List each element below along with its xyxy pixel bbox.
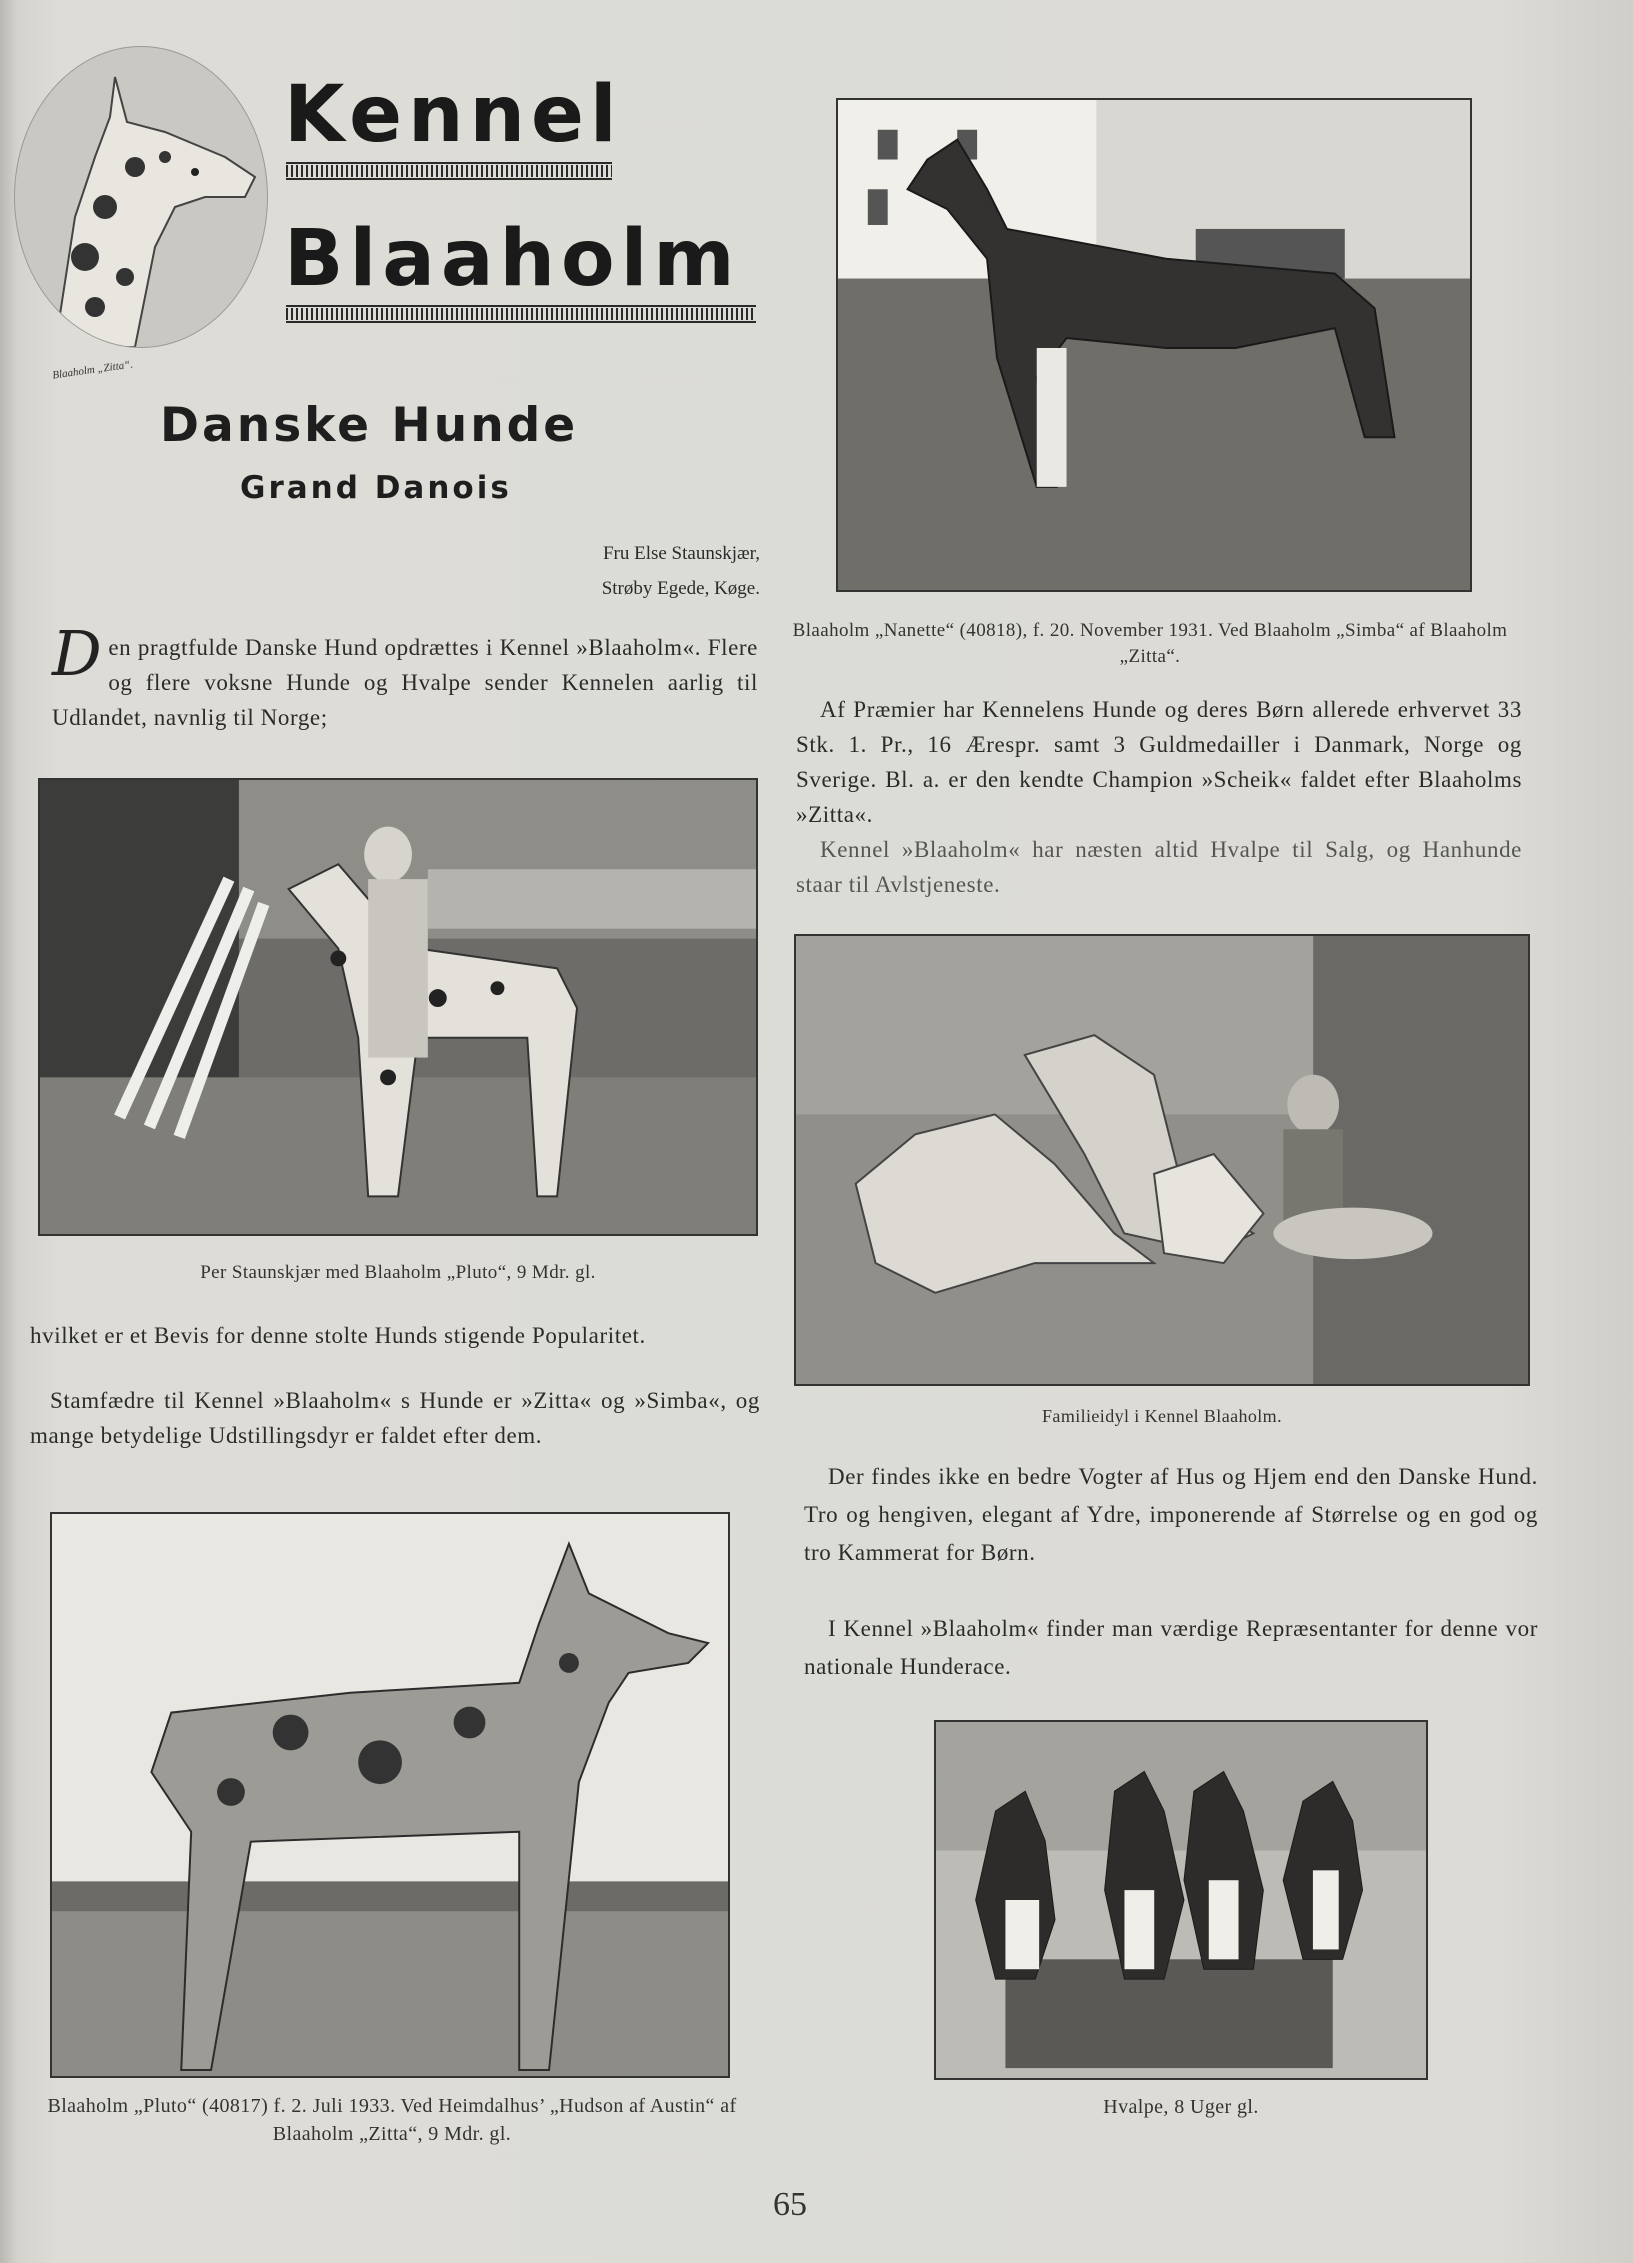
paragraph-representatives: I Kennel »Blaaholm« finder man værdige Repræsentanter for denne vor nationale Hunderace. — [804, 1616, 1538, 1679]
drop-cap: D — [52, 617, 103, 690]
caption-family-idyll: Familieidyl i Kennel Blaaholm. — [1042, 1406, 1282, 1426]
title-rule-1 — [286, 165, 612, 177]
caption-puppies: Hvalpe, 8 Uger gl. — [1103, 2096, 1259, 2118]
address — [520, 536, 760, 606]
paragraph-ancestors: Stamfædre til Kennel »Blaaholm« s Hunde er »Zitta« og »Simba«, og mange betydelige Udstillingsdyr er faldet efter dem. — [30, 1388, 760, 1448]
photo-nanette — [836, 98, 1472, 592]
photo-family-idyll — [794, 934, 1530, 1386]
caption-pluto: Blaaholm „Pluto“ (40817) f. 2. Juli 1933. Ved Heimdalhus’ „Hudson af Austin“ af Blaaholm „Zitta“, 9 Mdr. gl. — [47, 2095, 737, 2145]
subtitle-danske-hunde: Danske Hunde — [160, 398, 579, 453]
caption-boy-with-dog: Per Staunskjær med Blaaholm „Pluto“, 9 Mdr. gl. — [200, 1262, 596, 1283]
title-kennel: Kennel — [284, 70, 623, 160]
photo-boy-with-dog — [38, 778, 758, 1236]
logo-oval — [14, 46, 268, 348]
address-line-2: Strøby Egede, Køge. — [601, 578, 760, 599]
intro-paragraph — [52, 617, 758, 735]
paragraph-guardian: Der findes ikke en bedre Vogter af Hus og Hjem end den Danske Hund. Tro og hengiven, elegant af Ydre, imponerende af Størrelse og en god og tro Kammerat for Børn. — [804, 1464, 1538, 1565]
logo-caption: Blaaholm „Zitta“. — [51, 358, 134, 382]
title-rule-2 — [286, 308, 756, 320]
subtitle-grand-danois: Grand Danois — [240, 470, 512, 506]
caption-nanette: Blaaholm „Nanette“ (40818), f. 20. November 1931. Ved Blaaholm „Simba“ af Blaaholm „Zitta“. — [792, 620, 1508, 667]
address-line-1: Fru Else Staunskjær, — [602, 543, 760, 564]
photo-puppies — [934, 1720, 1428, 2080]
photo-pluto — [50, 1512, 730, 2078]
paragraph-popularity: hvilket er et Bevis for denne stolte Hunds stigende Popularitet. — [30, 1323, 646, 1348]
paragraph-puppies-for-sale: Kennel »Blaaholm« har næsten altid Hvalpe til Salg, og Hanhunde staar til Avlstjeneste. — [796, 837, 1522, 897]
great-dane-head-icon — [15, 47, 267, 347]
title-blaaholm: Blaaholm — [284, 214, 741, 304]
paragraph-prizes: Af Præmier har Kennelens Hunde og deres Børn allerede erhvervet 33 Stk. 1. Pr., 16 Ærespr. samt 3 Guldmedailler i Danmark, Norge og Sverige. Bl. a. er den kendte Champion »Scheik« faldet efter Blaaholms »Zitta«. — [796, 697, 1522, 827]
page-number: 65 — [773, 2186, 807, 2223]
intro-text: en pragtfulde Danske Hund opdrættes i Kennel »Blaaholm«. Flere og flere voksne Hunde og Hvalpe sender Kennelen aarlig til Udlandet, navnlig til Norge; — [52, 635, 758, 730]
